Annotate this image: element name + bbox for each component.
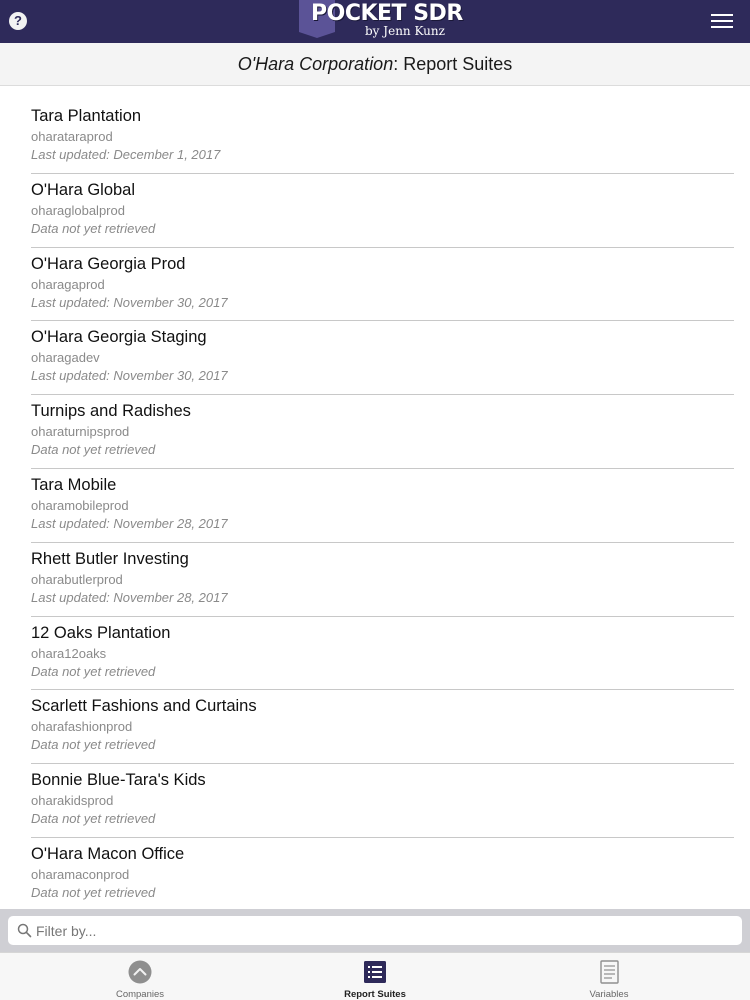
filter-input[interactable] [36, 916, 726, 945]
tab-companies[interactable] [15, 953, 265, 1000]
tab-bar [0, 952, 750, 1000]
report-suite-status: Data not yet retrieved [31, 663, 156, 679]
report-suite-name: Bonnie Blue-Tara's Kids [31, 771, 206, 790]
report-suite-name: Tara Mobile [31, 475, 117, 494]
report-suite-id: oharataraprod [31, 129, 113, 144]
chevron-up-circle-icon [128, 960, 152, 984]
report-suite-status: Data not yet retrieved [31, 737, 156, 753]
report-suite-status: Data not yet retrieved [31, 220, 156, 236]
report-suite-item[interactable] [31, 321, 734, 395]
report-suite-id: oharaglobalprod [31, 202, 125, 218]
report-suite-item[interactable] [31, 248, 734, 322]
report-suite-item[interactable] [31, 690, 734, 764]
page-title [0, 43, 750, 86]
report-suite-item[interactable] [31, 543, 734, 617]
report-suite-item[interactable] [31, 617, 734, 691]
report-suite-id: oharamobileprod [31, 497, 129, 513]
report-suite-item[interactable] [31, 395, 734, 469]
logo-subtitle: by Jenn Kunz [365, 24, 445, 38]
app-logo [297, 0, 463, 40]
report-suite-name: O'Hara Global [31, 180, 136, 199]
search-icon [17, 923, 32, 938]
report-suite-item[interactable] [31, 838, 734, 912]
report-suite-name: Tara Plantation [31, 107, 142, 125]
filter-bar [0, 909, 750, 952]
report-suite-list [0, 100, 750, 912]
report-suite-status: Last updated: December 1, 2017 [31, 147, 221, 162]
report-suite-id: ohara12oaks [31, 645, 107, 661]
report-suite-status: Last updated: November 28, 2017 [31, 589, 228, 605]
tab-report-suites[interactable] [250, 953, 500, 1000]
tab-variables[interactable] [484, 953, 734, 1000]
section-name: Report Suites [403, 54, 513, 74]
tab-label-companies: Companies [115, 989, 165, 1000]
report-suite-id: oharagaprod [31, 276, 105, 292]
report-suite-name: O'Hara Georgia Prod [31, 254, 186, 273]
report-suite-item[interactable] [31, 469, 734, 543]
report-suite-status: Last updated: November 30, 2017 [31, 368, 228, 384]
report-suite-item[interactable] [31, 764, 734, 838]
report-suite-item[interactable] [31, 174, 734, 248]
list-icon [363, 960, 387, 984]
report-suite-status: Data not yet retrieved [31, 811, 156, 827]
report-suite-name: O'Hara Georgia Staging [31, 328, 207, 347]
document-icon [597, 960, 621, 984]
title-separator: : [393, 54, 404, 74]
report-suite-id: oharaturnipsprod [31, 424, 130, 440]
tab-label-report-suites: Report Suites [344, 989, 406, 1000]
report-suite-id: oharakidsprod [31, 793, 114, 809]
report-suite-id: oharagadev [31, 350, 100, 366]
report-suite-id: oharafashionprod [31, 719, 133, 735]
filter-box[interactable] [8, 916, 742, 945]
report-suite-name: Scarlett Fashions and Curtains [31, 697, 257, 716]
top-bar [0, 0, 750, 43]
tab-label-variables: Variables [589, 989, 629, 1000]
report-suite-status: Last updated: November 30, 2017 [31, 294, 228, 310]
report-suite-id: oharamaconprod [31, 866, 130, 882]
report-suite-name: Turnips and Radishes [31, 402, 191, 421]
report-suite-name: Rhett Butler Investing [31, 549, 189, 568]
logo-title: POCKET SDR [311, 1, 463, 26]
report-suite-status: Data not yet retrieved [31, 884, 156, 900]
company-name: O'Hara Corporation [237, 54, 394, 74]
report-suite-item[interactable] [31, 100, 734, 174]
report-suite-name: O'Hara Macon Office [31, 844, 185, 863]
report-suite-name: 12 Oaks Plantation [31, 623, 171, 642]
hamburger-menu-icon[interactable] [711, 14, 733, 29]
report-suite-status: Data not yet retrieved [31, 442, 156, 458]
help-icon[interactable]: ? [9, 12, 27, 30]
report-suite-status: Last updated: November 28, 2017 [31, 515, 228, 531]
report-suite-id: oharabutlerprod [31, 571, 123, 587]
